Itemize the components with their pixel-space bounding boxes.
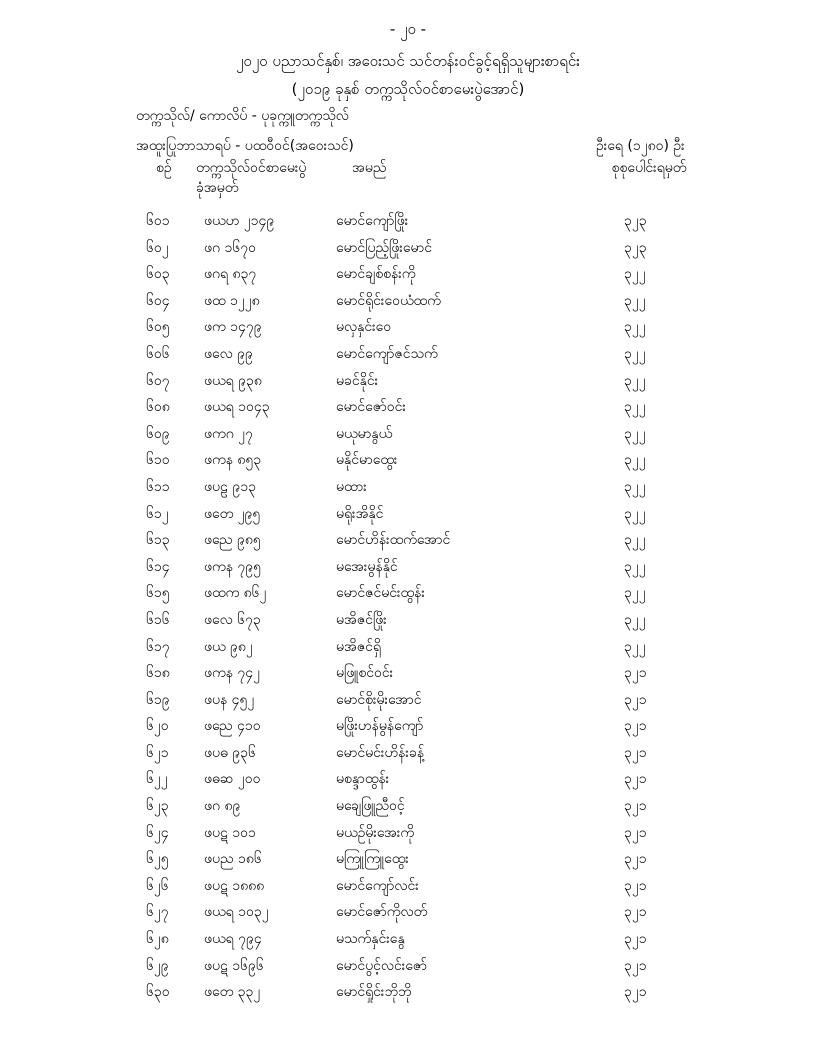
table-row xyxy=(0,953,816,980)
table-row xyxy=(0,660,816,687)
total-count-label: ဦးရေ (၁၂၈၀) ဦး xyxy=(596,138,685,154)
cell-total-marks: ၃၂၁ xyxy=(624,771,647,788)
cell-serial-no: ၆၂၁ xyxy=(146,744,169,761)
table-row xyxy=(0,235,816,262)
department-label: အထူးပြုဘာသာရပ် - ပထဝီဝင်(အဝေးသင်) xyxy=(136,138,354,154)
cell-total-marks: ၃၂၂ xyxy=(624,585,646,602)
cell-serial-no: ၆၁၁ xyxy=(146,478,170,495)
table-row xyxy=(0,501,816,528)
cell-serial-no: ၆၃၀ xyxy=(146,984,170,1001)
table-row xyxy=(0,793,816,820)
cell-serial-no: ၆၂၇ xyxy=(146,904,169,921)
cell-roll-number: ဖထ ၁၂၂၈ xyxy=(204,292,260,309)
cell-serial-no: ၆၂၃ xyxy=(146,798,169,815)
cell-total-marks: ၃၂၁ xyxy=(624,824,647,841)
page-number: - ၂၀ - xyxy=(389,20,427,38)
cell-name: မခင်နိုင်း xyxy=(336,372,379,389)
cell-name: မအိဇင်ဖြိုး xyxy=(336,611,387,628)
cell-name: မကြူကြူထွေး xyxy=(336,851,409,868)
cell-total-marks: ၃၂၂ xyxy=(624,425,646,442)
cell-total-marks: ၃၂၂ xyxy=(624,345,646,362)
table-row xyxy=(0,208,816,235)
table-row xyxy=(0,394,816,421)
cell-roll-number: ဖထက ၈၆၂ xyxy=(204,585,267,602)
cell-name: မောင်ကျော်ဖြိုး xyxy=(336,213,409,229)
cell-roll-number: ဖပန ၄၅၂ xyxy=(204,691,255,708)
cell-name: မောင်ဇော်ကိုလတ် xyxy=(336,904,428,921)
cell-roll-number: ဖဂ ၈၉ xyxy=(204,798,241,815)
cell-name: မောင်ပွင့်လင်းဇော် xyxy=(336,957,427,974)
cell-roll-number: ဖလေ ၆၇၃ xyxy=(204,611,261,628)
cell-serial-no: ၆၂၆ xyxy=(146,877,169,894)
cell-name: မောင်ရိုင်းဝေယံထက် xyxy=(336,292,441,309)
cell-total-marks: ၃၂၂ xyxy=(624,266,646,283)
table-row xyxy=(0,447,816,474)
cell-name: မောင်ဟိန်းထက်အောင် xyxy=(336,532,451,549)
cell-serial-no: ၆၀၂ xyxy=(146,239,169,256)
university-label: တက္ကသိုလ်/ ကောလိပ် - ပုခုက္ကူတက္ကသိုလ် xyxy=(136,108,349,124)
cell-name: မောင်ပြည့်ဖြိုးမောင် xyxy=(336,239,433,256)
cell-serial-no: ၆၀၆ xyxy=(146,345,170,362)
cell-name: မောင်မင်းဟိန်းခန့် xyxy=(336,744,425,761)
cell-total-marks: ၃၂၂ xyxy=(624,558,646,575)
cell-serial-no: ၆၀၇ xyxy=(146,372,170,389)
cell-serial-no: ၆၀၁ xyxy=(146,213,170,229)
cell-total-marks: ၃၂၁ xyxy=(624,691,647,708)
cell-serial-no: ၆၂၈ xyxy=(146,931,169,948)
cell-serial-no: ၆၀၄ xyxy=(146,292,170,309)
cell-total-marks: ၃၂၂ xyxy=(624,532,646,549)
cell-serial-no: ၆၁၃ xyxy=(146,532,170,549)
table-row xyxy=(0,766,816,793)
table-row xyxy=(0,873,816,900)
cell-name: မစန္ဒာထွန်း xyxy=(336,771,390,788)
cell-serial-no: ၆၁၈ xyxy=(146,665,170,682)
cell-name: မသက်နှင်းနွေ xyxy=(336,931,405,948)
cell-roll-number: ဖက ၁၄၇၉ xyxy=(204,319,262,336)
cell-name: မထား xyxy=(336,478,367,495)
cell-roll-number: ဖကန ၇၉၅ xyxy=(204,558,262,575)
cell-name: မောင်ဇော်ဝင်း xyxy=(336,399,406,416)
cell-name: မောင်ကျော်လင်း xyxy=(336,877,419,894)
cell-serial-no: ၆၀၃ xyxy=(146,266,170,283)
cell-name: မယုမာနွယ် xyxy=(336,425,393,442)
cell-name: မအိဇင်ရှိ xyxy=(336,638,381,655)
cell-serial-no: ၆၂၉ xyxy=(146,957,169,974)
cell-serial-no: ၆၂၅ xyxy=(146,851,169,868)
cell-total-marks: ၃၂၂ xyxy=(624,319,646,336)
cell-total-marks: ၃၂၂ xyxy=(624,399,646,416)
cell-name: မအေးမွန်နိုင် xyxy=(336,558,398,575)
cell-total-marks: ၃၂၁ xyxy=(624,744,647,761)
cell-name: မောင်ရှိုင်းဘိုဘို xyxy=(336,984,412,1001)
cell-serial-no: ၆၂၄ xyxy=(146,824,169,841)
cell-total-marks: ၃၂၁ xyxy=(624,877,647,894)
cell-serial-no: ၆၁၉ xyxy=(146,691,170,708)
cell-roll-number: ဖဂ ၁၆၇၀ xyxy=(204,239,256,256)
table-row xyxy=(0,820,816,847)
cell-name: မဖြိုးဟန်မွန်ကျော် xyxy=(336,718,424,735)
table-row xyxy=(0,474,816,501)
cell-serial-no: ၆၁၀ xyxy=(146,452,170,469)
cell-roll-number: ဖယ ၉၈၂ xyxy=(204,638,253,655)
cell-roll-number: ဖတေ ၂၉၅ xyxy=(204,505,261,522)
document-title: ၂၀၂၀ ပညာသင်နှစ်၊ အဝေးသင် သင်တန်းဝင်ခွင့်ရရှိသူများစာရင်း xyxy=(236,52,580,70)
cell-serial-no: ၆၁၂ xyxy=(146,505,169,522)
cell-roll-number: ဖပည ၁၈၆ xyxy=(204,851,262,868)
cell-name: မဖြူစင်ဝင်း xyxy=(336,665,394,682)
table-row xyxy=(0,288,816,315)
cell-name: မရိုးအိနိုင် xyxy=(336,505,384,522)
table-row xyxy=(0,527,816,554)
header-serial-no: စဉ် xyxy=(156,160,172,176)
table-row xyxy=(0,713,816,740)
cell-total-marks: ၃၂၂ xyxy=(624,292,646,309)
cell-name: မောင်စိုးမိုးအောင် xyxy=(336,691,422,708)
cell-total-marks: ၃၂၁ xyxy=(624,851,647,868)
cell-serial-no: ၆၀၈ xyxy=(146,399,170,416)
cell-roll-number: ဖယရ ၁၀၄၃ xyxy=(204,399,270,416)
cell-total-marks: ၃၂၂ xyxy=(624,638,646,655)
cell-serial-no: ၆၁၆ xyxy=(146,611,170,628)
cell-roll-number: ဖကဂ ၂၇ xyxy=(204,425,253,442)
table-row xyxy=(0,421,816,448)
cell-roll-number: ဖကန ၇၄၂ xyxy=(204,665,261,682)
cell-total-marks: ၃၂၂ xyxy=(624,611,646,628)
cell-total-marks: ၃၂၂ xyxy=(624,452,646,469)
document-subtitle: (၂၀၁၉ ခုနှစ် တက္ကသိုလ်ဝင်စာမေးပွဲအောင်) xyxy=(291,80,525,98)
table-row xyxy=(0,607,816,634)
cell-total-marks: ၃၂၃ xyxy=(624,239,647,256)
table-row xyxy=(0,899,816,926)
header-roll-line-1: တက္ကသိုလ်ဝင်စာမေးပွဲ xyxy=(196,160,307,176)
cell-roll-number: ဖလေ ၉၉ xyxy=(204,345,253,362)
cell-name: မောင်ချစ်စန်းကို xyxy=(336,266,416,283)
table-row xyxy=(0,979,816,1006)
cell-roll-number: ဖယရ ၁၀၃၂ xyxy=(204,904,269,921)
cell-roll-number: ဖဂရ ၈၃၇ xyxy=(204,266,257,283)
table-row xyxy=(0,314,816,341)
cell-total-marks: ၃၂၂ xyxy=(624,505,646,522)
cell-total-marks: ၃၂၂ xyxy=(624,478,646,495)
cell-total-marks: ၃၂၂ xyxy=(624,372,646,389)
cell-roll-number: ဖယဟ ၂၁၄၉ xyxy=(204,213,275,229)
cell-roll-number: ဖပဋ ၁၈၈၈ xyxy=(204,877,265,894)
table-row xyxy=(0,554,816,581)
cell-total-marks: ၃၂၁ xyxy=(624,665,647,682)
cell-name: မလှနှင်းဝေ xyxy=(336,319,392,336)
table-row xyxy=(0,740,816,767)
cell-total-marks: ၃၂၃ xyxy=(624,213,647,229)
cell-total-marks: ၃၂၁ xyxy=(624,798,647,815)
table-row xyxy=(0,634,816,661)
cell-roll-number: ဖပဋ ၁၆၉၆ xyxy=(204,957,264,974)
cell-name: မောင်ဇင်မင်းထွန်း xyxy=(336,585,425,602)
cell-roll-number: ဖဓဆ ၂၀၀ xyxy=(204,771,261,788)
header-roll-number xyxy=(196,158,336,198)
results-table xyxy=(0,208,816,1006)
cell-total-marks: ၃၂၁ xyxy=(624,984,647,1001)
cell-serial-no: ၆၀၉ xyxy=(146,425,170,442)
header-name: အမည် xyxy=(352,160,387,176)
cell-serial-no: ၆၂၀ xyxy=(146,718,169,735)
cell-name: မနိုင်မာထွေး xyxy=(336,452,398,469)
table-row xyxy=(0,926,816,953)
table-row xyxy=(0,341,816,368)
cell-roll-number: ဖတေ ၃၃၂ xyxy=(204,984,261,1001)
cell-serial-no: ၆၁၅ xyxy=(146,585,170,602)
cell-roll-number: ဖညေ ၄၁၀ xyxy=(204,718,261,735)
cell-roll-number: ဖယရ ၇၉၄ xyxy=(204,931,262,948)
cell-total-marks: ၃၂၁ xyxy=(624,718,647,735)
cell-total-marks: ၃၂၁ xyxy=(624,904,647,921)
table-row xyxy=(0,368,816,395)
cell-roll-number: ဖပဠ ၉၁၃ xyxy=(204,478,257,495)
cell-roll-number: ဖပဓ ၉၃၆ xyxy=(204,744,256,761)
cell-roll-number: ဖကန ၈၅၃ xyxy=(204,452,262,469)
header-total-marks: စုစုပေါင်းရမှတ် xyxy=(611,160,687,176)
table-row xyxy=(0,687,816,714)
cell-total-marks: ၃၂၁ xyxy=(624,931,647,948)
cell-serial-no: ၆၀၅ xyxy=(146,319,170,336)
header-roll-line-2: ခုံအမှတ် xyxy=(196,180,239,196)
table-row xyxy=(0,580,816,607)
table-row xyxy=(0,261,816,288)
cell-serial-no: ၆၁၇ xyxy=(146,638,170,655)
cell-name: မောင်ကျော်ဇင်သက် xyxy=(336,345,438,362)
cell-name: မယဉ်မိုးအေးကို xyxy=(336,824,415,841)
cell-total-marks: ၃၂၁ xyxy=(624,957,647,974)
cell-name: မချေဖြူညီဝင့် xyxy=(336,798,405,815)
cell-roll-number: ဖယရ ၉၃၈ xyxy=(204,372,262,389)
cell-roll-number: ဖညေ ၉၈၅ xyxy=(204,532,261,549)
cell-roll-number: ဖပဋ ၁၀၁ xyxy=(204,824,256,841)
table-row xyxy=(0,846,816,873)
cell-serial-no: ၆၂၂ xyxy=(146,771,168,788)
cell-serial-no: ၆၁၄ xyxy=(146,558,170,575)
